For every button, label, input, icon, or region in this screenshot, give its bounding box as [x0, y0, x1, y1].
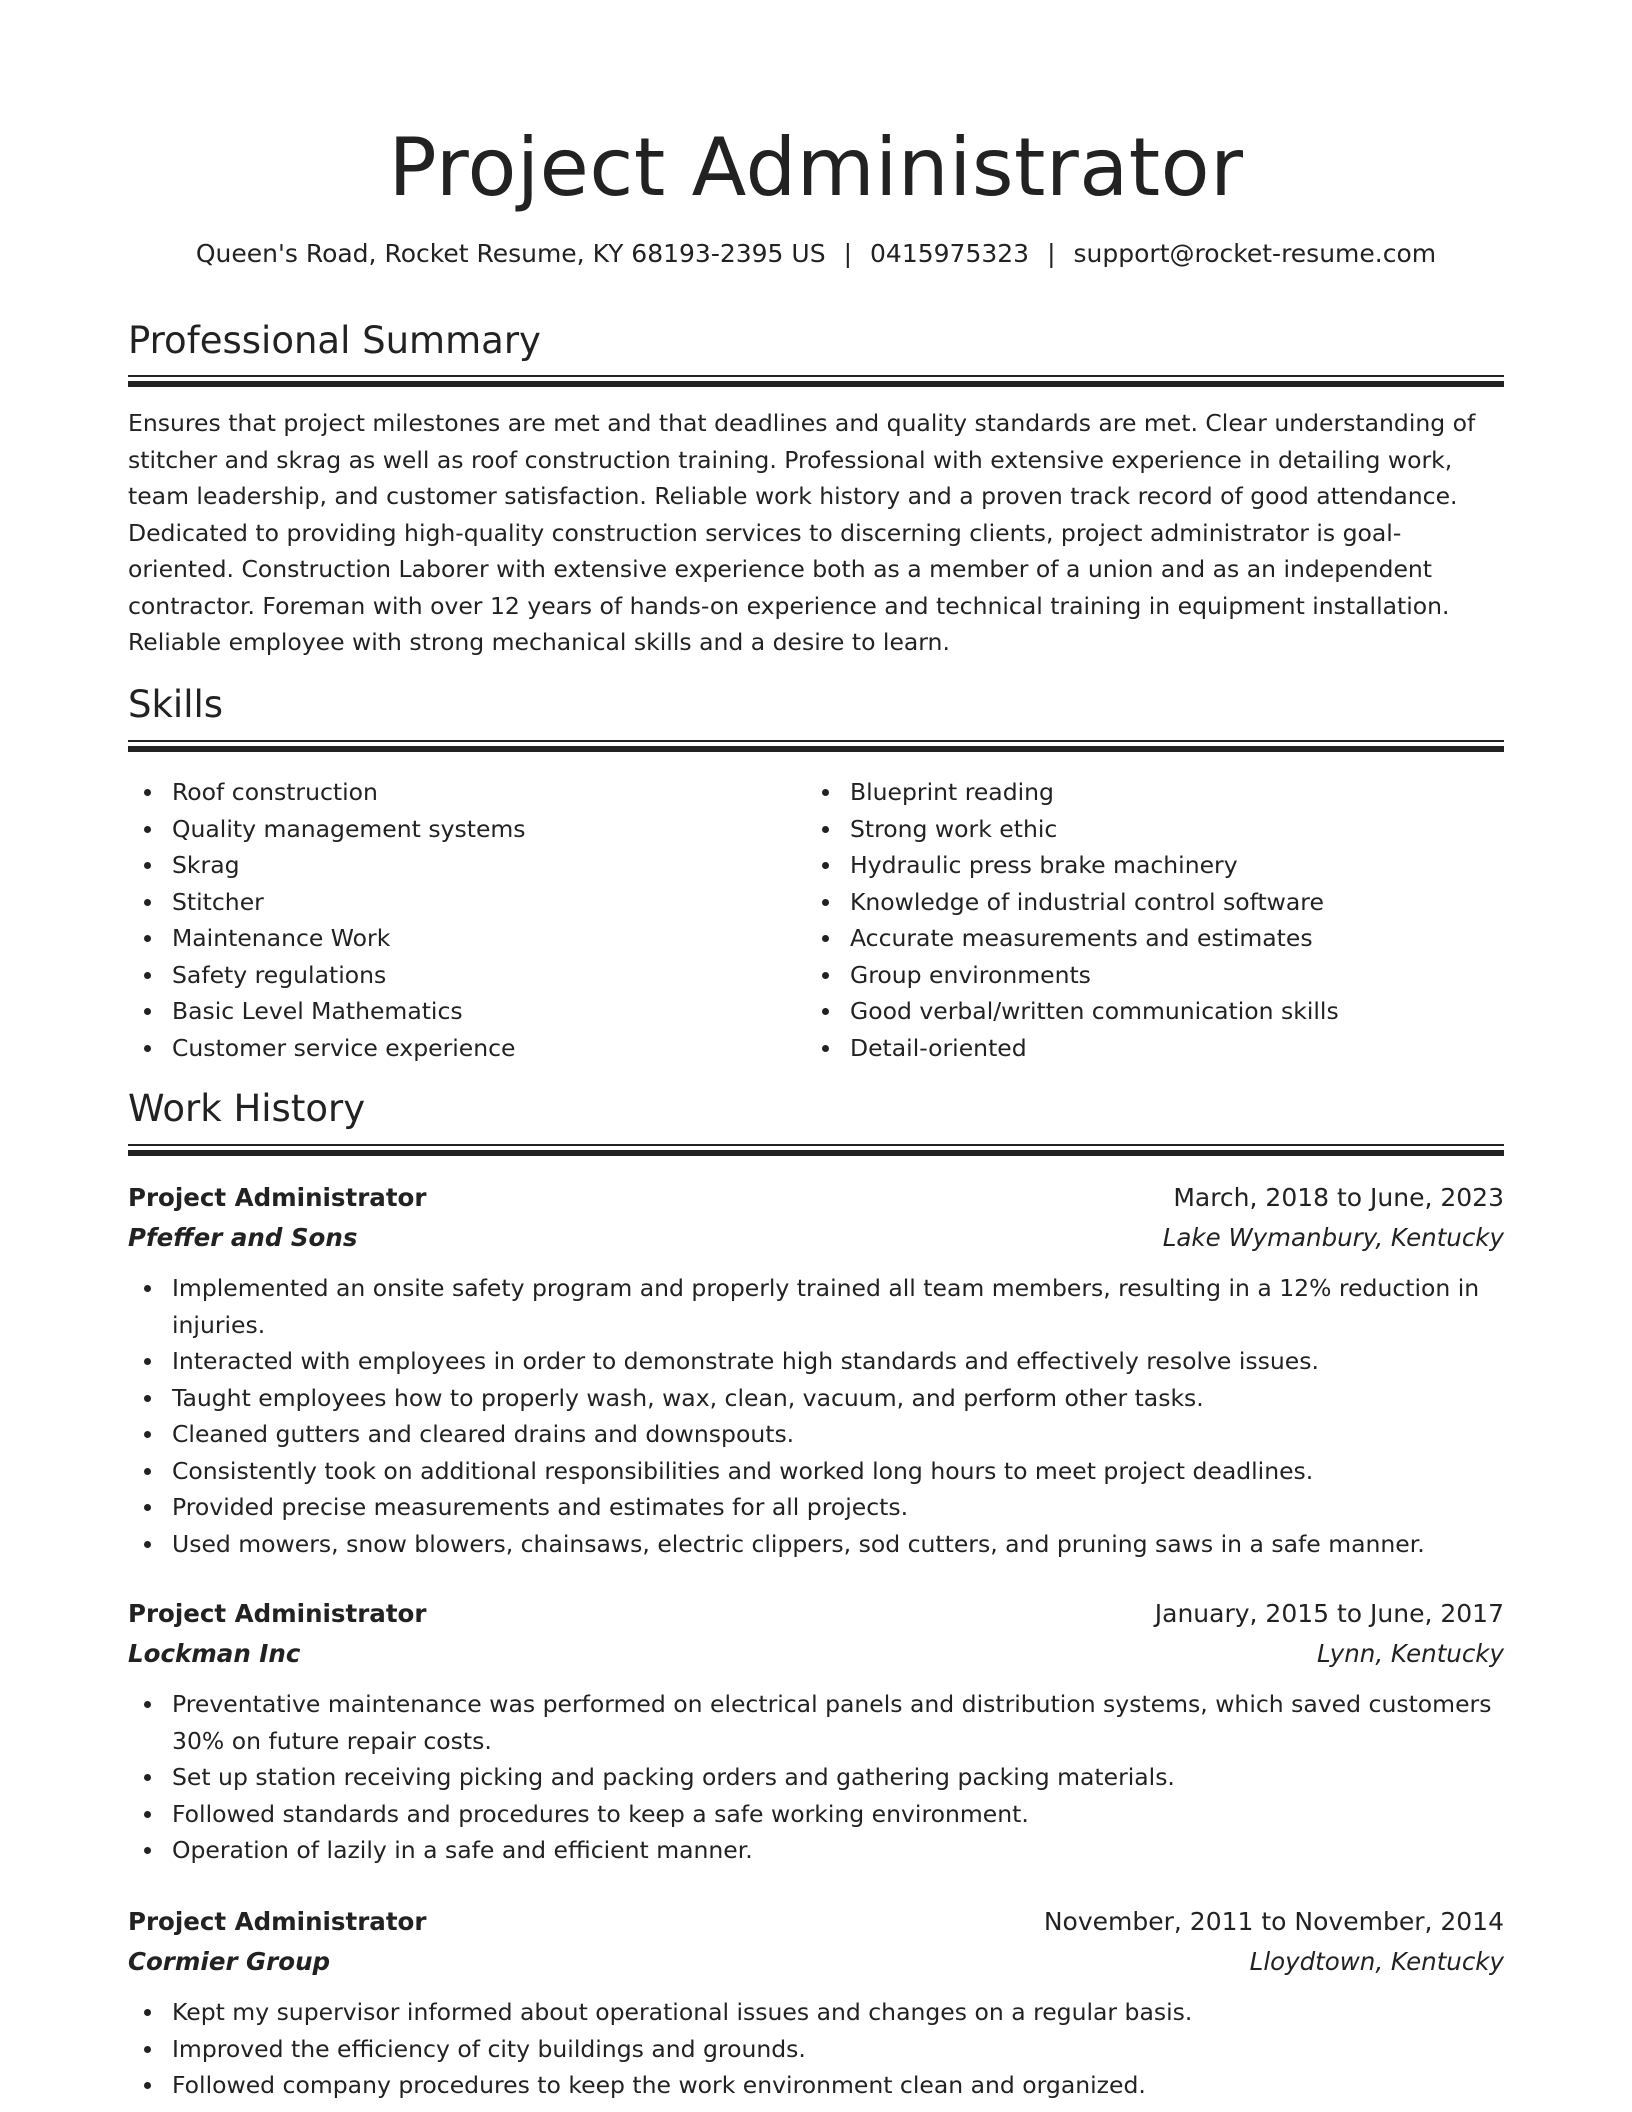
contact-phone: 0415975323	[870, 239, 1030, 268]
job-company: Cormier Group	[128, 1947, 331, 1976]
job-bullet-list	[128, 1686, 1504, 1869]
job-bullet: Followed standards and procedures to keep a safe working environment.	[128, 1796, 1504, 1833]
job-dates: November, 2011 to November, 2014	[1043, 1907, 1504, 1936]
job-title: Project Administrator	[128, 1599, 427, 1628]
resume-name: Project Administrator	[388, 121, 1244, 214]
job-entry	[128, 1902, 1504, 2104]
job-entry	[128, 1594, 1504, 1869]
job-bullet: Operation of lazily in a safe and efficient manner.	[128, 1832, 1504, 1869]
job-bullet: Cleaned gutters and cleared drains and downspouts.	[128, 1416, 1504, 1453]
job-bullet: Kept my supervisor informed about operational issues and changes on a regular basis.	[128, 1994, 1504, 2031]
job-bullet-list	[128, 1994, 1504, 2104]
job-bullet: Used mowers, snow blowers, chainsaws, electric clippers, sod cutters, and pruning saws in a safe manner.	[128, 1526, 1504, 1563]
skill-item: Stitcher	[128, 884, 788, 921]
skills-heading: Skills	[128, 683, 224, 726]
summary-text: Ensures that project milestones are met and that deadlines and quality standards are met. Clear understanding of stitcher and skrag as well as roof construction training. Professional with extensive experience in detailing work, team leadership, and customer satisfaction. Reliable work history and a proven track record of good attendance. Dedicated to providing high-quality construction services to discerning clients, project administrator is goal-oriented. Construction Laborer with extensive experience both as a member of a union and as an independent contractor. Foreman with over 12 years of hands-on experience and technical training in equipment installation. Reliable employee with strong mechanical skills and a desire to learn.	[128, 409, 1476, 656]
skill-item: Knowledge of industrial control software	[806, 884, 1504, 921]
job-bullet: Followed company procedures to keep the work environment clean and organized.	[128, 2067, 1504, 2104]
job-title: Project Administrator	[128, 1907, 427, 1936]
skill-item: Skrag	[128, 847, 788, 884]
skill-item: Group environments	[806, 957, 1504, 994]
job-bullet-list	[128, 1270, 1504, 1562]
job-location: Lake Wymanbury, Kentucky	[1162, 1223, 1504, 1252]
contact-separator: |	[843, 239, 853, 268]
skill-item: Good verbal/written communication skills	[806, 993, 1504, 1030]
job-bullet: Provided precise measurements and estimates for all projects.	[128, 1489, 1504, 1526]
contact-line	[128, 236, 1504, 272]
job-location: Lloydtown, Kentucky	[1249, 1947, 1504, 1976]
skill-item: Basic Level Mathematics	[128, 993, 788, 1030]
job-company: Pfeffer and Sons	[128, 1223, 358, 1252]
job-bullet: Interacted with employees in order to demonstrate high standards and effectively resolve issues.	[128, 1343, 1504, 1380]
skill-item: Strong work ethic	[806, 811, 1504, 848]
contact-separator: |	[1047, 239, 1056, 268]
job-bullet: Implemented an onsite safety program and properly trained all team members, resulting in a 12% reduction in injuries.	[128, 1270, 1504, 1343]
skill-item: Detail-oriented	[806, 1030, 1504, 1067]
job-title: Project Administrator	[128, 1183, 427, 1212]
skill-item: Safety regulations	[128, 957, 788, 994]
summary-heading: Professional Summary	[128, 319, 541, 362]
section-divider	[128, 740, 1504, 752]
skill-item: Quality management systems	[128, 811, 788, 848]
skill-item: Hydraulic press brake machinery	[806, 847, 1504, 884]
job-bullet: Set up station receiving picking and packing orders and gathering packing materials.	[128, 1759, 1504, 1796]
contact-address: Queen's Road, Rocket Resume, KY 68193-2395 US	[195, 239, 826, 268]
job-bullet: Taught employees how to properly wash, wax, clean, vacuum, and perform other tasks.	[128, 1380, 1504, 1417]
work-history-heading: Work History	[128, 1087, 366, 1130]
job-location: Lynn, Kentucky	[1317, 1639, 1504, 1668]
section-divider	[128, 375, 1504, 387]
skills-list-left	[128, 774, 788, 1066]
skill-item: Customer service experience	[128, 1030, 788, 1067]
skill-item: Blueprint reading	[806, 774, 1504, 811]
job-dates: January, 2015 to June, 2017	[1154, 1599, 1504, 1628]
job-bullet: Consistently took on additional responsibilities and worked long hours to meet project deadlines.	[128, 1453, 1504, 1490]
job-bullet: Improved the efficiency of city buildings and grounds.	[128, 2031, 1504, 2068]
contact-email: support@rocket-resume.com	[1073, 239, 1437, 268]
skills-list-right	[806, 774, 1504, 1066]
skill-item: Accurate measurements and estimates	[806, 920, 1504, 957]
skill-item: Maintenance Work	[128, 920, 788, 957]
skill-item: Roof construction	[128, 774, 788, 811]
job-entry	[128, 1178, 1504, 1562]
job-dates: March, 2018 to June, 2023	[1173, 1183, 1504, 1212]
job-bullet: Preventative maintenance was performed on electrical panels and distribution systems, which saved customers 30% on future repair costs.	[128, 1686, 1504, 1759]
job-company: Lockman Inc	[128, 1639, 301, 1668]
section-divider	[128, 1144, 1504, 1156]
